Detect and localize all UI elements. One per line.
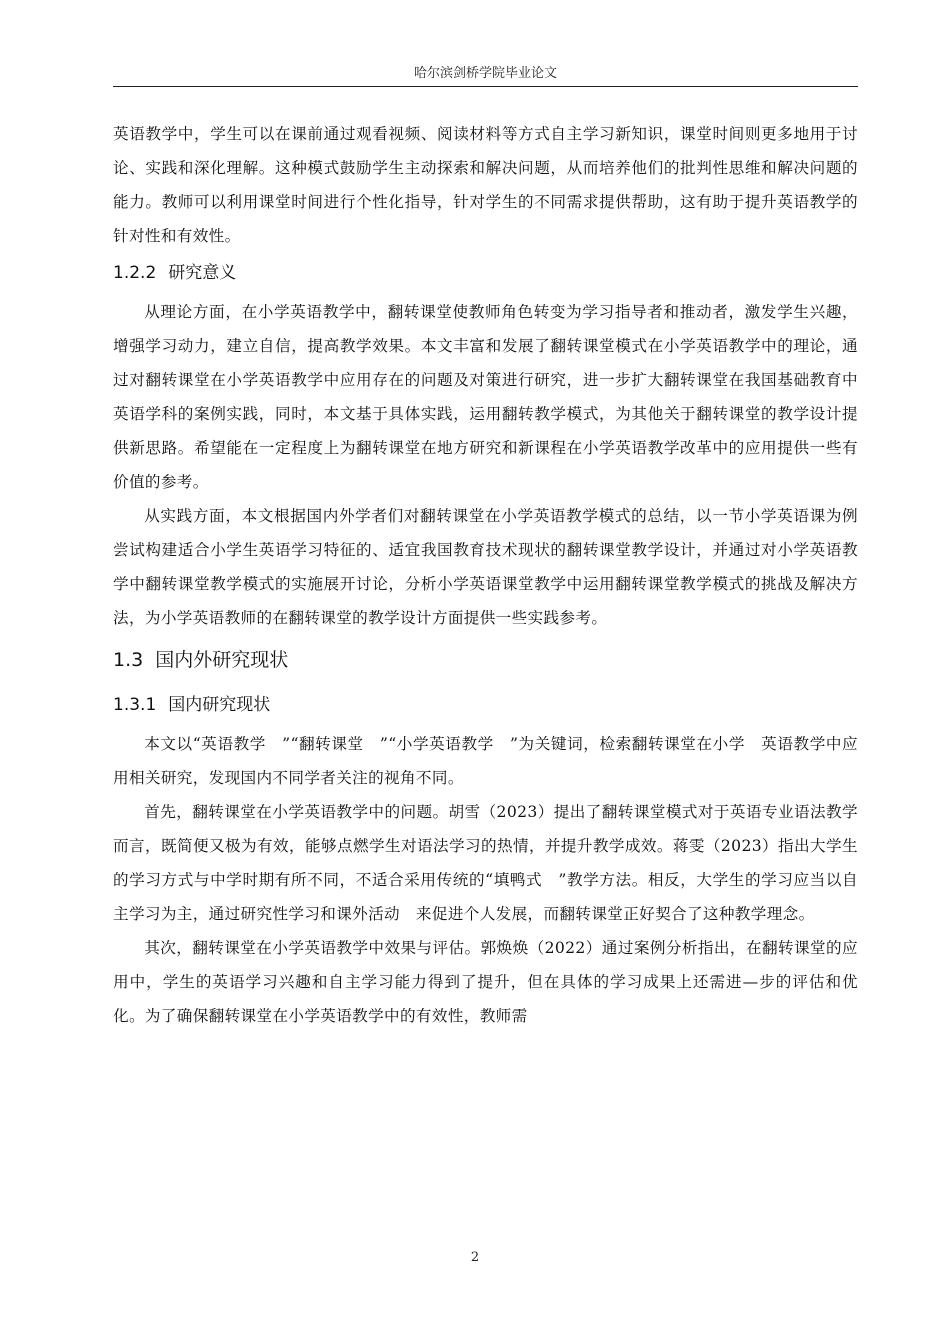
paragraph-first: 首先，翻转课堂在小学英语教学中的问题。胡雪（2023）提出了翻转课堂模式对于英语专业语法教学而言，既简便又极为有效，能够点燃学生对语法学习的热情，并提升教学成效。蒋雯（2023）指出大学生的学习方式与中学时期有所不同，不适合采用传统的“填鸭式 ”教学方法。相反，大学生的学习应当以自主学习为主，通过研究性学习和课外活动 来促进个人发展，而翻转课堂正好契合了这种教学理念。	[113, 803, 858, 923]
section-title: 研究意义	[168, 263, 237, 283]
paragraph-practice: 从实践方面，本文根据国内外学者们对翻转课堂在小学英语教学模式的总结，以一节小学英语课为例尝试构建适合小学生英语学习特征的、适宜我国教育技术现状的翻转课堂教学设计，并通过对小学英语教学中翻转课堂教学模式的实施展开讨论，分析小学英语课堂教学中运用翻转课堂教学模式的挑战及解决方法，为小学英语教师的在翻转课堂的教学设计方面提供一些实践参考。	[113, 507, 858, 627]
section-heading-1-3	[113, 641, 858, 679]
running-header: 哈尔滨剑桥学院毕业论文	[413, 66, 557, 81]
paragraph-keywords: 本文以“英语教学 ”“翻转课堂 ”“小学英语教学 ”为关键词，检索翻转课堂在小学 英语教学中应用相关研究，发现国内不同学者关注的视角不同。	[113, 735, 858, 787]
section-number: 1.2.2	[113, 263, 157, 283]
page-number: 2	[470, 1250, 480, 1265]
section-number: 1.3	[113, 649, 144, 671]
header-rule	[113, 86, 858, 87]
section-title: 国内外研究现状	[155, 649, 289, 671]
page-content	[113, 117, 858, 1033]
section-number: 1.3.1	[113, 695, 157, 715]
section-title: 国内研究现状	[168, 695, 271, 715]
section-heading-1-2-2	[113, 255, 858, 291]
section-heading-1-3-1	[113, 687, 858, 723]
paragraph-theory: 从理论方面，在小学英语教学中，翻转课堂使教师角色转变为学习指导者和推动者，激发学生兴趣，增强学习动力，建立自信，提高教学效果。本文丰富和发展了翻转课堂模式在小学英语教学中的理论，通过对翻转课堂在小学英语教学中应用存在的问题及对策进行研究，进一步扩大翻转课堂在我国基础教育中英语学科的案例实践，同时，本文基于具体实践，运用翻转教学模式，为其他关于翻转课堂的教学设计提供新思路。希望能在一定程度上为翻转课堂在地方研究和新课程在小学英语教学改革中的应用提供一些有价值的参考。	[113, 303, 858, 491]
paragraph-intro: 英语教学中，学生可以在课前通过观看视频、阅读材料等方式自主学习新知识，课堂时间则更多地用于讨论、实践和深化理解。这种模式鼓励学生主动探索和解决问题，从而培养他们的批判性思维和解决问题的能力。教师可以利用课堂时间进行个性化指导，针对学生的不同需求提供帮助，这有助于提升英语教学的针对性和有效性。	[113, 125, 858, 245]
paragraph-second: 其次，翻转课堂在小学英语教学中效果与评估。郭焕焕（2022）通过案例分析指出，在翻转课堂的应用中，学生的英语学习兴趣和自主学习能力得到了提升，但在具体的学习成果上还需进—步的评估和优化。为了确保翻转课堂在小学英语教学中的有效性，教师需	[113, 939, 858, 1025]
